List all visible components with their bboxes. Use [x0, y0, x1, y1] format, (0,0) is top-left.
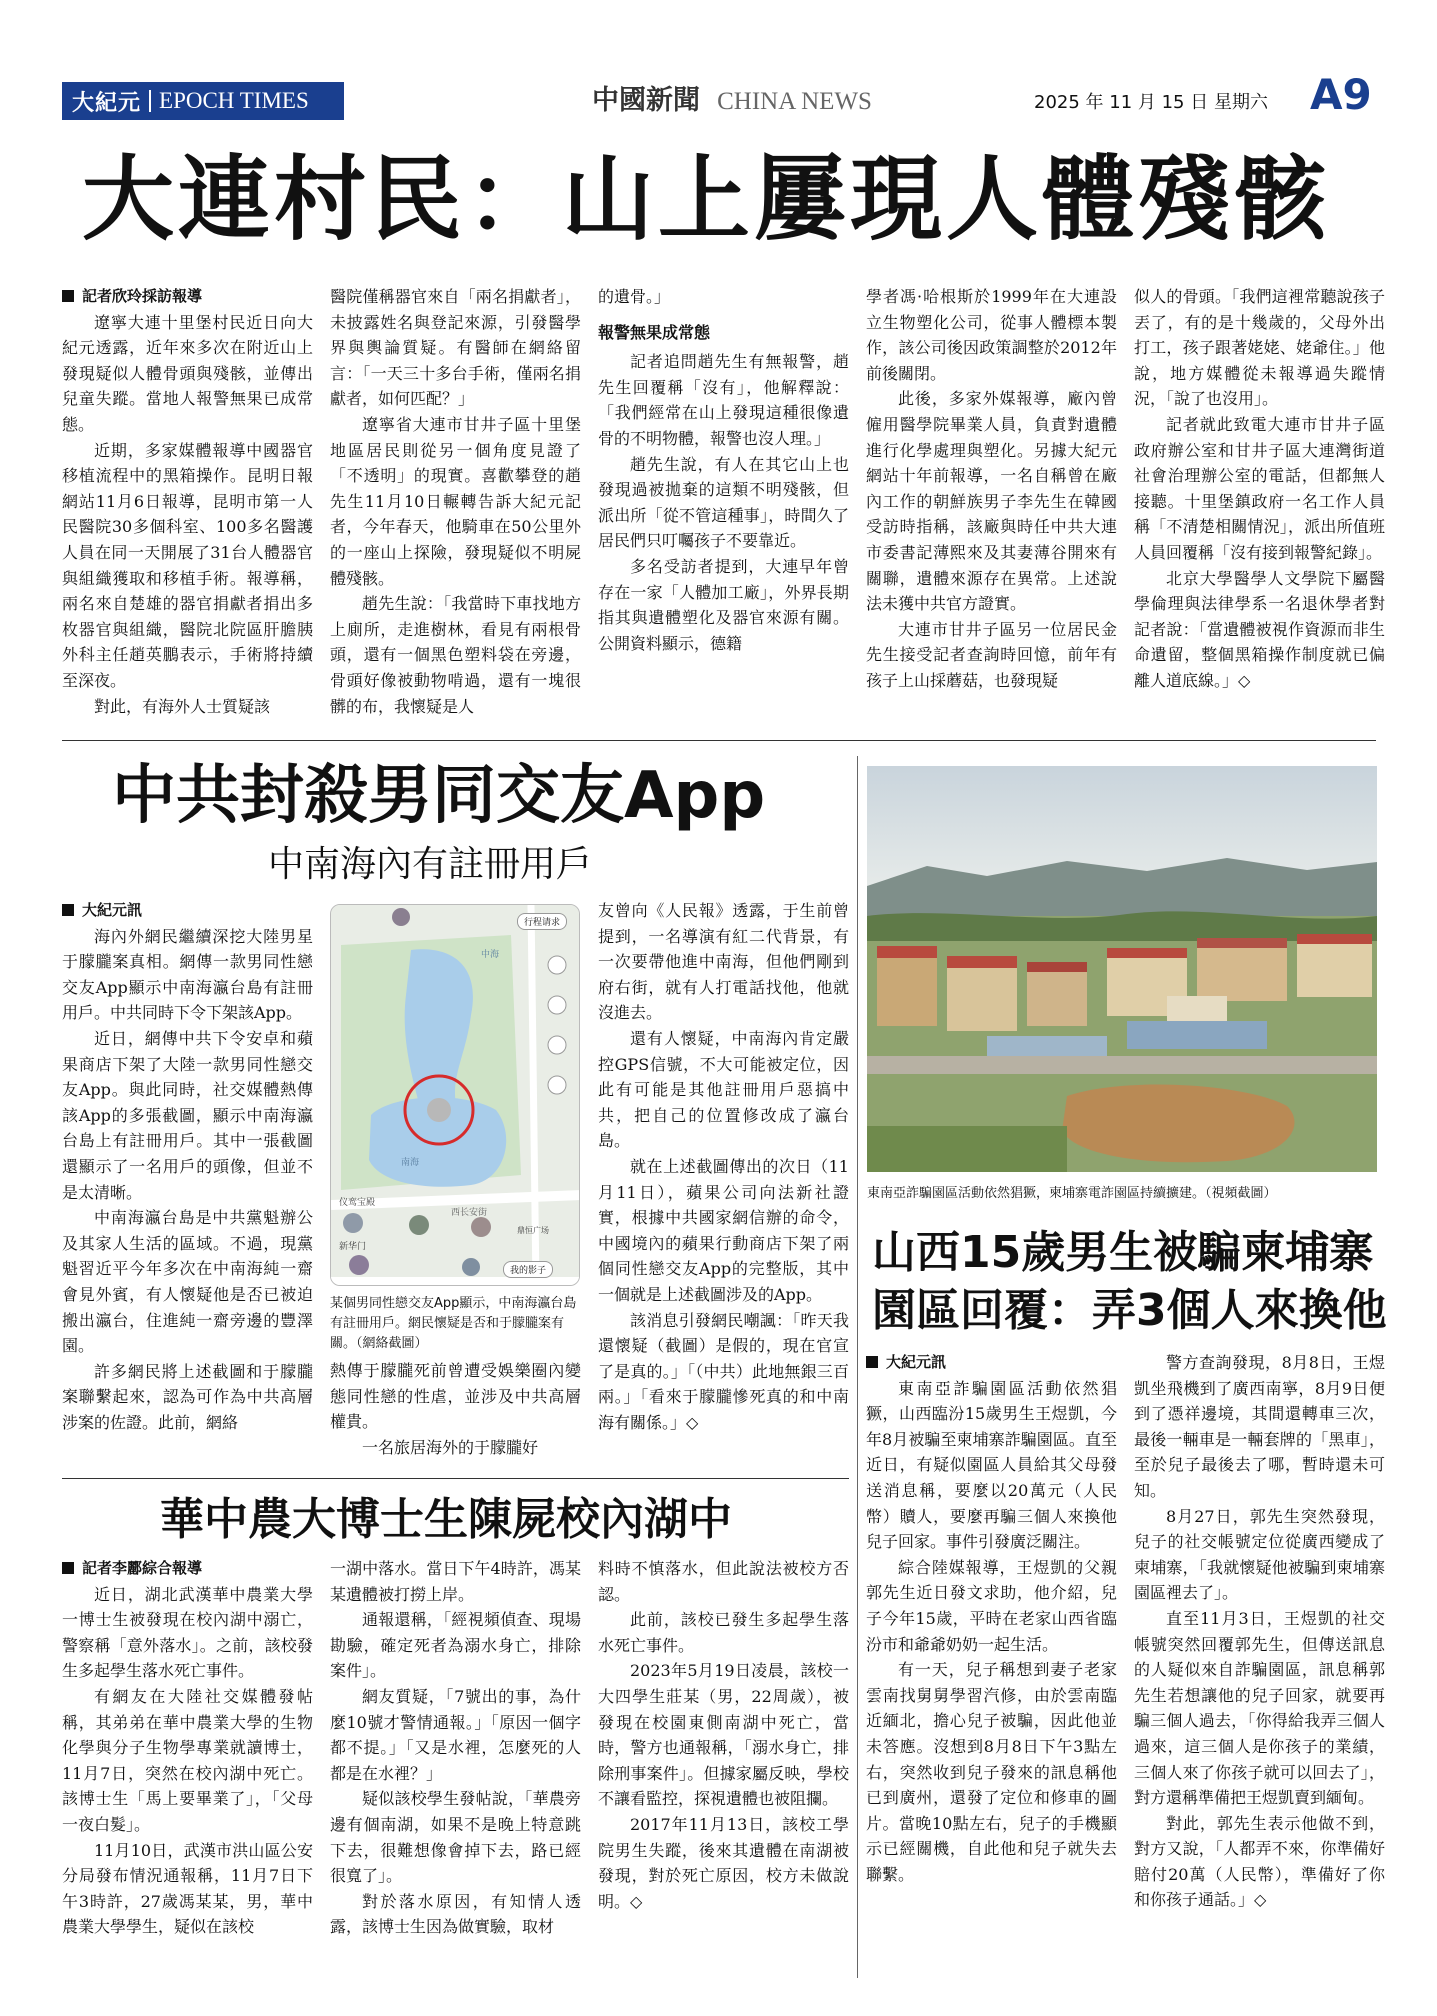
section-chinese: 中國新聞 — [592, 85, 700, 116]
story1-col4 — [866, 284, 1117, 694]
paragraph: 大連市甘井子區另一位居民金先生接受記者查詢時回憶，前年有孩子上山採蘑菇，也發現疑 — [866, 619, 1117, 690]
map-label-palace: 仪鸾宝殿 — [339, 1198, 376, 1208]
paragraph: 該消息引發網民嘲諷：「昨天我還懷疑（截圖）是假的，現在官宣了是真的。」「（中共）此地無銀三百兩。」「看來于朦朧慘死真的和中南海有關係。」◇ — [598, 1310, 849, 1432]
map-button-icon — [548, 956, 566, 974]
paragraph: 11月10日，武漢市洪山區公安分局發布情況通報稱，11月7日下午3時許，27歲馮某某，男，華中農業大學學生，疑似在該校 — [62, 1840, 313, 1937]
story1-col5 — [1134, 284, 1385, 694]
map-label-street: 西长安街 — [451, 1208, 488, 1218]
paragraph: 有網友在大陸社交媒體發帖稱，其弟弟在華中農業大學的生物化學與分子生物學專業就讀博士，11月7日，突然在校內湖中死亡。該博士生「馬上要畢業了」，「父母一夜白髮」。 — [62, 1686, 313, 1834]
photo-drawing — [867, 766, 1377, 1172]
divider-story1 — [62, 740, 1376, 741]
page-number: A9 — [1310, 70, 1372, 119]
avatar-blur-icon — [349, 1255, 369, 1275]
paragraph: 的遺骨。」 — [598, 287, 671, 306]
paragraph: 海內外網民繼續深挖大陸男星于朦朧案真相。網傳一款男同性戀交友App顯示中南海瀛台島有註冊用戶。中共同時下令下架該App。 — [62, 926, 313, 1023]
paragraph: 有一天，兒子稱想到妻子老家雲南找舅舅學習汽修，由於雲南臨近緬北，擔心兒子被騙，因此他並未答應。沒想到8月8日下午3點左右，突然收到兒子發來的訊息稱他已到廣州，還發了定位和修車的圖片。當晚10點左右，兒子的手機顯示已經關機，自此他和兒子就失去聯繫。 — [866, 1660, 1117, 1884]
paragraph: 記者就此致電大連市甘井子區政府辦公室和甘井子區大連灣街道社會治理辦公室的電話，但都無人接聽。十里堡鎮政府一名工作人員稱「不清楚相關情況」，派出所值班人員回覆稱「沒有接到報警紀錄」。 — [1134, 414, 1385, 562]
paragraph: 一名旅居海外的于朦朧好 — [362, 1437, 539, 1457]
story2-subheadline: 中南海內有註冊用戶 — [268, 844, 593, 885]
divider-vertical — [857, 756, 858, 1978]
paragraph: 對此，郭先生表示他做不到，對方又說，「人都弄不來，你準備好賠付20萬（人民幣），準備好了你和你孩子通話。」◇ — [1134, 1813, 1385, 1910]
divider-story2 — [62, 1478, 849, 1479]
paragraph: 料時不慎落水，但此說法被校方否認。 — [598, 1559, 849, 1604]
story3-headline — [872, 1224, 1387, 1340]
logo-separator-icon — [149, 90, 151, 112]
trip-request-button[interactable]: 行程请求 — [517, 913, 567, 930]
paragraph: 近期，多家媒體報導中國器官移植流程中的黑箱操作。昆明日報網站11月6日報導，昆明市第一人民醫院30多個科室、100多名醫護人員在同一天開展了31台人體器官與組織獲取和移植手術。報導稱，兩名來自楚雄的器官捐獻者捐出多枚器官與組織，醫院北院區肝膽胰外科主任趙英鵬表示，手術將持續至深夜。 — [62, 440, 313, 690]
avatar-blur-icon — [392, 908, 410, 926]
locate-button-icon — [548, 1036, 566, 1054]
story2-headline: 中共封殺男同交友App — [112, 759, 766, 833]
paragraph: 2017年11月13日，該校工學院男生失蹤，後來其遺體在南湖被發現，對於死亡原因，校方未做說明。◇ — [598, 1814, 849, 1911]
map-label-plaza: 鼎恒广场 — [517, 1226, 549, 1235]
issue-date: 2025 年 11 月 15 日 星期六 — [1034, 92, 1268, 113]
story2-byline: 大紀元訊 — [62, 898, 313, 924]
ground — [867, 1126, 1067, 1172]
paragraph: 還有人懷疑，中南海內肯定嚴控GPS信號，不大可能被定位，因此有可能是其他註冊用戶惡搞中共，把自己的位置修改成了瀛台島。 — [598, 1028, 849, 1151]
paragraph: 許多網民將上述截圖和于朦朧案聯繫起來，認為可作為中共高層涉案的佐證。此前，網絡 — [62, 1361, 313, 1432]
story2-col2-bottom — [330, 1358, 581, 1460]
pond-icon — [1062, 1085, 1295, 1163]
story3-headline-line1: 山西15歲男生被騙柬埔寨 — [872, 1227, 1374, 1278]
paragraph: 一湖中落水。當日下午4時許，馮某某遺體被打撈上岸。 — [330, 1559, 581, 1604]
story1-col3 — [598, 284, 849, 656]
paragraph: 遼寧省大連市甘井子區十里堡地區居民則從另一個角度見證了「不透明」的現實。喜歡攀登的趙先生11月10日輾轉告訴大紀元記者，今年春天，他騎車在50公里外的一座山上探險，發現疑似不明屍體殘骸。 — [330, 414, 581, 588]
paragraph: 熱傳于朦朧死前曾遭受娛樂圈內變態同性戀的性虐，並涉及中共高層權貴。 — [330, 1361, 581, 1432]
paragraph: 記者追問趙先生有無報警，趙先生回覆稱「沒有」，他解釋說：「我們經常在山上發現這種很像遺骨的不明物體，報警也沒人理。」 — [598, 352, 849, 448]
map-button-icon — [548, 996, 566, 1014]
bottom-sheet-icon — [331, 1277, 580, 1286]
road — [867, 1056, 1377, 1074]
paragraph: 學者馮·哈根斯於1999年在大連設立生物塑化公司，從事人體標本製作，該公司後因政策調整於2012年前後關閉。 — [866, 287, 1117, 383]
my-shadow-button[interactable]: 我的影子 — [503, 1261, 553, 1278]
logo-chinese: 大紀元 — [72, 89, 142, 116]
masthead — [62, 70, 1376, 122]
paragraph: 東南亞詐騙園區活動依然猖獗，山西臨汾15歲男生王煜凱，今年8月被騙至柬埔寨詐騙園區。直至近日，有疑似園區人員給其父母發送消息稱，要麼以20萬元（人民幣）贖人，要麼再騙三個人來換他兒子回家。事件引發廣泛關注。 — [866, 1378, 1117, 1552]
scam-park-photo — [867, 766, 1377, 1172]
paragraph: 直至11月3日，王煜凱的社交帳號突然回覆郭先生，但傳送訊息的人疑似來自詐騙園區，訊息稱郭先生若想讓他的兒子回家，就要再騙三個人過去，「你得給我弄三個人過來，這三個人是你孩子的業績，三個人來了你孩子就可以回去了」，對方還稱準備把王煜凱賣到緬甸。 — [1134, 1608, 1385, 1808]
story3-col1 — [866, 1350, 1117, 1887]
story4-byline: 記者李酈綜合報導 — [62, 1556, 313, 1582]
story3-byline: 大紀元訊 — [866, 1350, 1117, 1376]
story3-col2 — [1134, 1350, 1385, 1913]
avatar-blur-icon — [471, 1217, 491, 1237]
map-label-zhonghai: 中海 — [481, 950, 500, 960]
paragraph: 多名受訪者提到，大連早年曾存在一家「人體加工廠」，外界長期指其與遺體塑化及器官來源有關。公開資料顯示，德籍 — [598, 556, 849, 653]
avatar-blur-icon — [409, 1215, 429, 1235]
paragraph: 近日，網傳中共下令安卓和蘋果商店下架了大陸一款男同性戀交友App。與此同時，社交媒體熱傳該App的多張截圖，顯示中南海瀛台島上有註冊用戶。其中一張截圖還顯示了一名用戶的頭像，但並不是太清晰。 — [62, 1028, 313, 1202]
paragraph: 8月27日，郭先生突然發現，兒子的社交帳號定位從廣西變成了柬埔寨，「我就懷疑他被騙到柬埔寨園區裡去了」。 — [1134, 1506, 1385, 1603]
map-label-nanhai: 南海 — [401, 1158, 420, 1168]
story3-headline-line2: 園區回覆：弄3個人來換他 — [872, 1285, 1387, 1336]
paragraph: 警方查詢發現，8月8日，王煜凱坐飛機到了廣西南寧，8月9日便到了憑祥邊境，其間還轉車三次，最後一輛車是一輛套牌的「黑車」，至於兒子最後去了哪，暫時還未可知。 — [1134, 1353, 1385, 1500]
story2-col1 — [62, 898, 313, 1435]
logo-english: EPOCH TIMES — [159, 88, 309, 113]
paragraph: 似人的骨頭。「我們這裡常聽說孩子丟了，有的是十幾歲的，父母外出打工，孩子跟著姥姥、姥爺住。」他說，地方媒體從未報導過失蹤情況，「說了也沒用」。 — [1134, 287, 1385, 409]
paragraph: 趙先生說：「我當時下車找地方上廁所，走進樹林，看見有兩根骨頭，還有一個黑色塑料袋在旁邊，骨頭好像被動物啃過，還有一塊很髒的布，我懷疑是人 — [330, 594, 581, 716]
story1-col1 — [62, 284, 313, 719]
paragraph: 北京大學醫學人文學院下屬醫學倫理與法律學系一名退休學者對記者說：「當遺體被視作資源而非生命遺留，整個黑箱操作制度就已偏離人道底線。」◇ — [1134, 568, 1385, 690]
section-title — [592, 78, 872, 117]
story4-col3 — [598, 1556, 849, 1914]
paragraph: 此前，該校已發生多起學生落水死亡事件。 — [598, 1610, 849, 1655]
paragraph: 綜合陸媒報導，王煜凱的父親郭先生近日發文求助，他介紹，兒子今年15歲，平時在老家山西省臨汾市和爺爺奶奶一起生活。 — [866, 1557, 1117, 1654]
section-english: CHINA NEWS — [717, 88, 872, 115]
paragraph: 近日，湖北武漢華中農業大學一博士生被發現在校內湖中溺亡，警察稱「意外落水」。之前，該校發生多起學生落水死亡事件。 — [62, 1584, 313, 1681]
paragraph: 遼寧大連十里堡村民近日向大紀元透露，近年來多次在附近山上發現疑似人體骨頭與殘骸，並傳出兒童失蹤。當地人報警無果已成常態。 — [62, 312, 313, 434]
avatar-blur-icon — [462, 1258, 480, 1276]
paragraph: 對於落水原因，有知情人透露，該博士生因為做實驗，取材 — [330, 1891, 581, 1937]
settings-button-icon — [548, 1076, 566, 1094]
paragraph: 疑似該校學生發帖說，「華農旁邊有個南湖，如果不是晚上特意跳下去，很難想像會掉下去，路已經很寬了」。 — [330, 1789, 581, 1886]
paragraph: 通報還稱，「經視頻偵查、現場勘驗，確定死者為溺水身亡，排除案件」。 — [330, 1610, 581, 1681]
paragraph: 友曾向《人民報》透露，于生前曾提到，一名導演有紅二代背景，有一次要帶他進中南海，但他們剛到府右街，就有人打電話找他，他就沒進去。 — [598, 901, 849, 1023]
story1-headline: 大連村民：山上屢現人體殘骸 — [82, 146, 1331, 253]
paragraph: 網友質疑，「7號出的事，為什麼10號才警情通報。」「原因一個字都不提。」「又是水裡，怎麼死的人都是在水裡？」 — [330, 1686, 581, 1783]
story1-col2 — [330, 284, 581, 719]
app-map-screenshot — [330, 904, 580, 1286]
photo-caption: 東南亞詐騙園區活動依然猖獗，柬埔寨電詐園區持續擴建。（視頻截圖） — [867, 1186, 1277, 1201]
story2-col3 — [598, 898, 849, 1435]
paragraph: 對此，有海外人士質疑該 — [94, 696, 271, 716]
story4-col2 — [330, 1556, 581, 1940]
story4-headline: 華中農大博士生陳屍校內湖中 — [160, 1494, 732, 1545]
paragraph: 此後，多家外媒報導，廠內曾僱用醫學院畢業人員，負責對遺體進行化學處理與塑化。另據大紀元網站十年前報導，一名自稱曾在廠內工作的朝鮮族男子李先生在韓國受訪時指稱，該廠與時任中共大連市委書記薄熙來及其妻薄谷開來有關聯，遺體來源存在異常。上述說法未獲中共官方證實。 — [866, 389, 1117, 614]
story1-byline: 記者欣玲採訪報導 — [62, 284, 313, 310]
user-avatar-blur-icon — [427, 1098, 451, 1122]
paragraph: 醫院僅稱器官來自「兩名捐獻者」，未披露姓名與登記來源，引發醫學界與輿論質疑。有醫師在網絡留言：「一天三十多台手術，僅兩名捐獻者，如何匹配？」 — [330, 287, 581, 409]
avatar-blur-icon — [343, 1213, 363, 1233]
paragraph: 趙先生說，有人在其它山上也發現過被拋棄的這類不明殘骸，但派出所「從不管這種事」，時間久了居民們只叮囑孩子不要靠近。 — [598, 454, 849, 551]
paragraph: 2023年5月19日凌晨，該校一大四學生莊某（男，22周歲），被發現在校園東側南湖中死亡，當時，警方也通報稱，「溺水身亡，排除刑事案件」。但據家屬反映，學校不讓看監控，探視遺體也被阻攔。 — [598, 1661, 849, 1809]
story4-col1 — [62, 1556, 313, 1940]
paragraph: 就在上述截圖傳出的次日（11月11日），蘋果公司向法新社證實，根據中共國家網信辦的命令，中國境內的蘋果行動商店下架了兩個同性戀交友App的完整版，其中一個就是上述截圖涉及的App。 — [598, 1156, 849, 1304]
paragraph: 中南海瀛台島是中共黨魁辦公及其家人生活的區域。不過，現黨魁習近平今年多次在中南海純一齋會見外賓，有人懷疑他是否已被迫搬出瀛台，住進純一齋旁邊的豐澤園。 — [62, 1208, 313, 1356]
epoch-times-logo — [62, 82, 344, 120]
map-caption: 某個男同性戀交友App顯示，中南海瀛台島有註冊用戶。網民懷疑是否和于朦朧案有關。（網絡截圖） — [330, 1296, 577, 1351]
story1-subhead: 報警無果成常態 — [598, 322, 711, 342]
map-label-gate: 新华门 — [339, 1242, 367, 1252]
